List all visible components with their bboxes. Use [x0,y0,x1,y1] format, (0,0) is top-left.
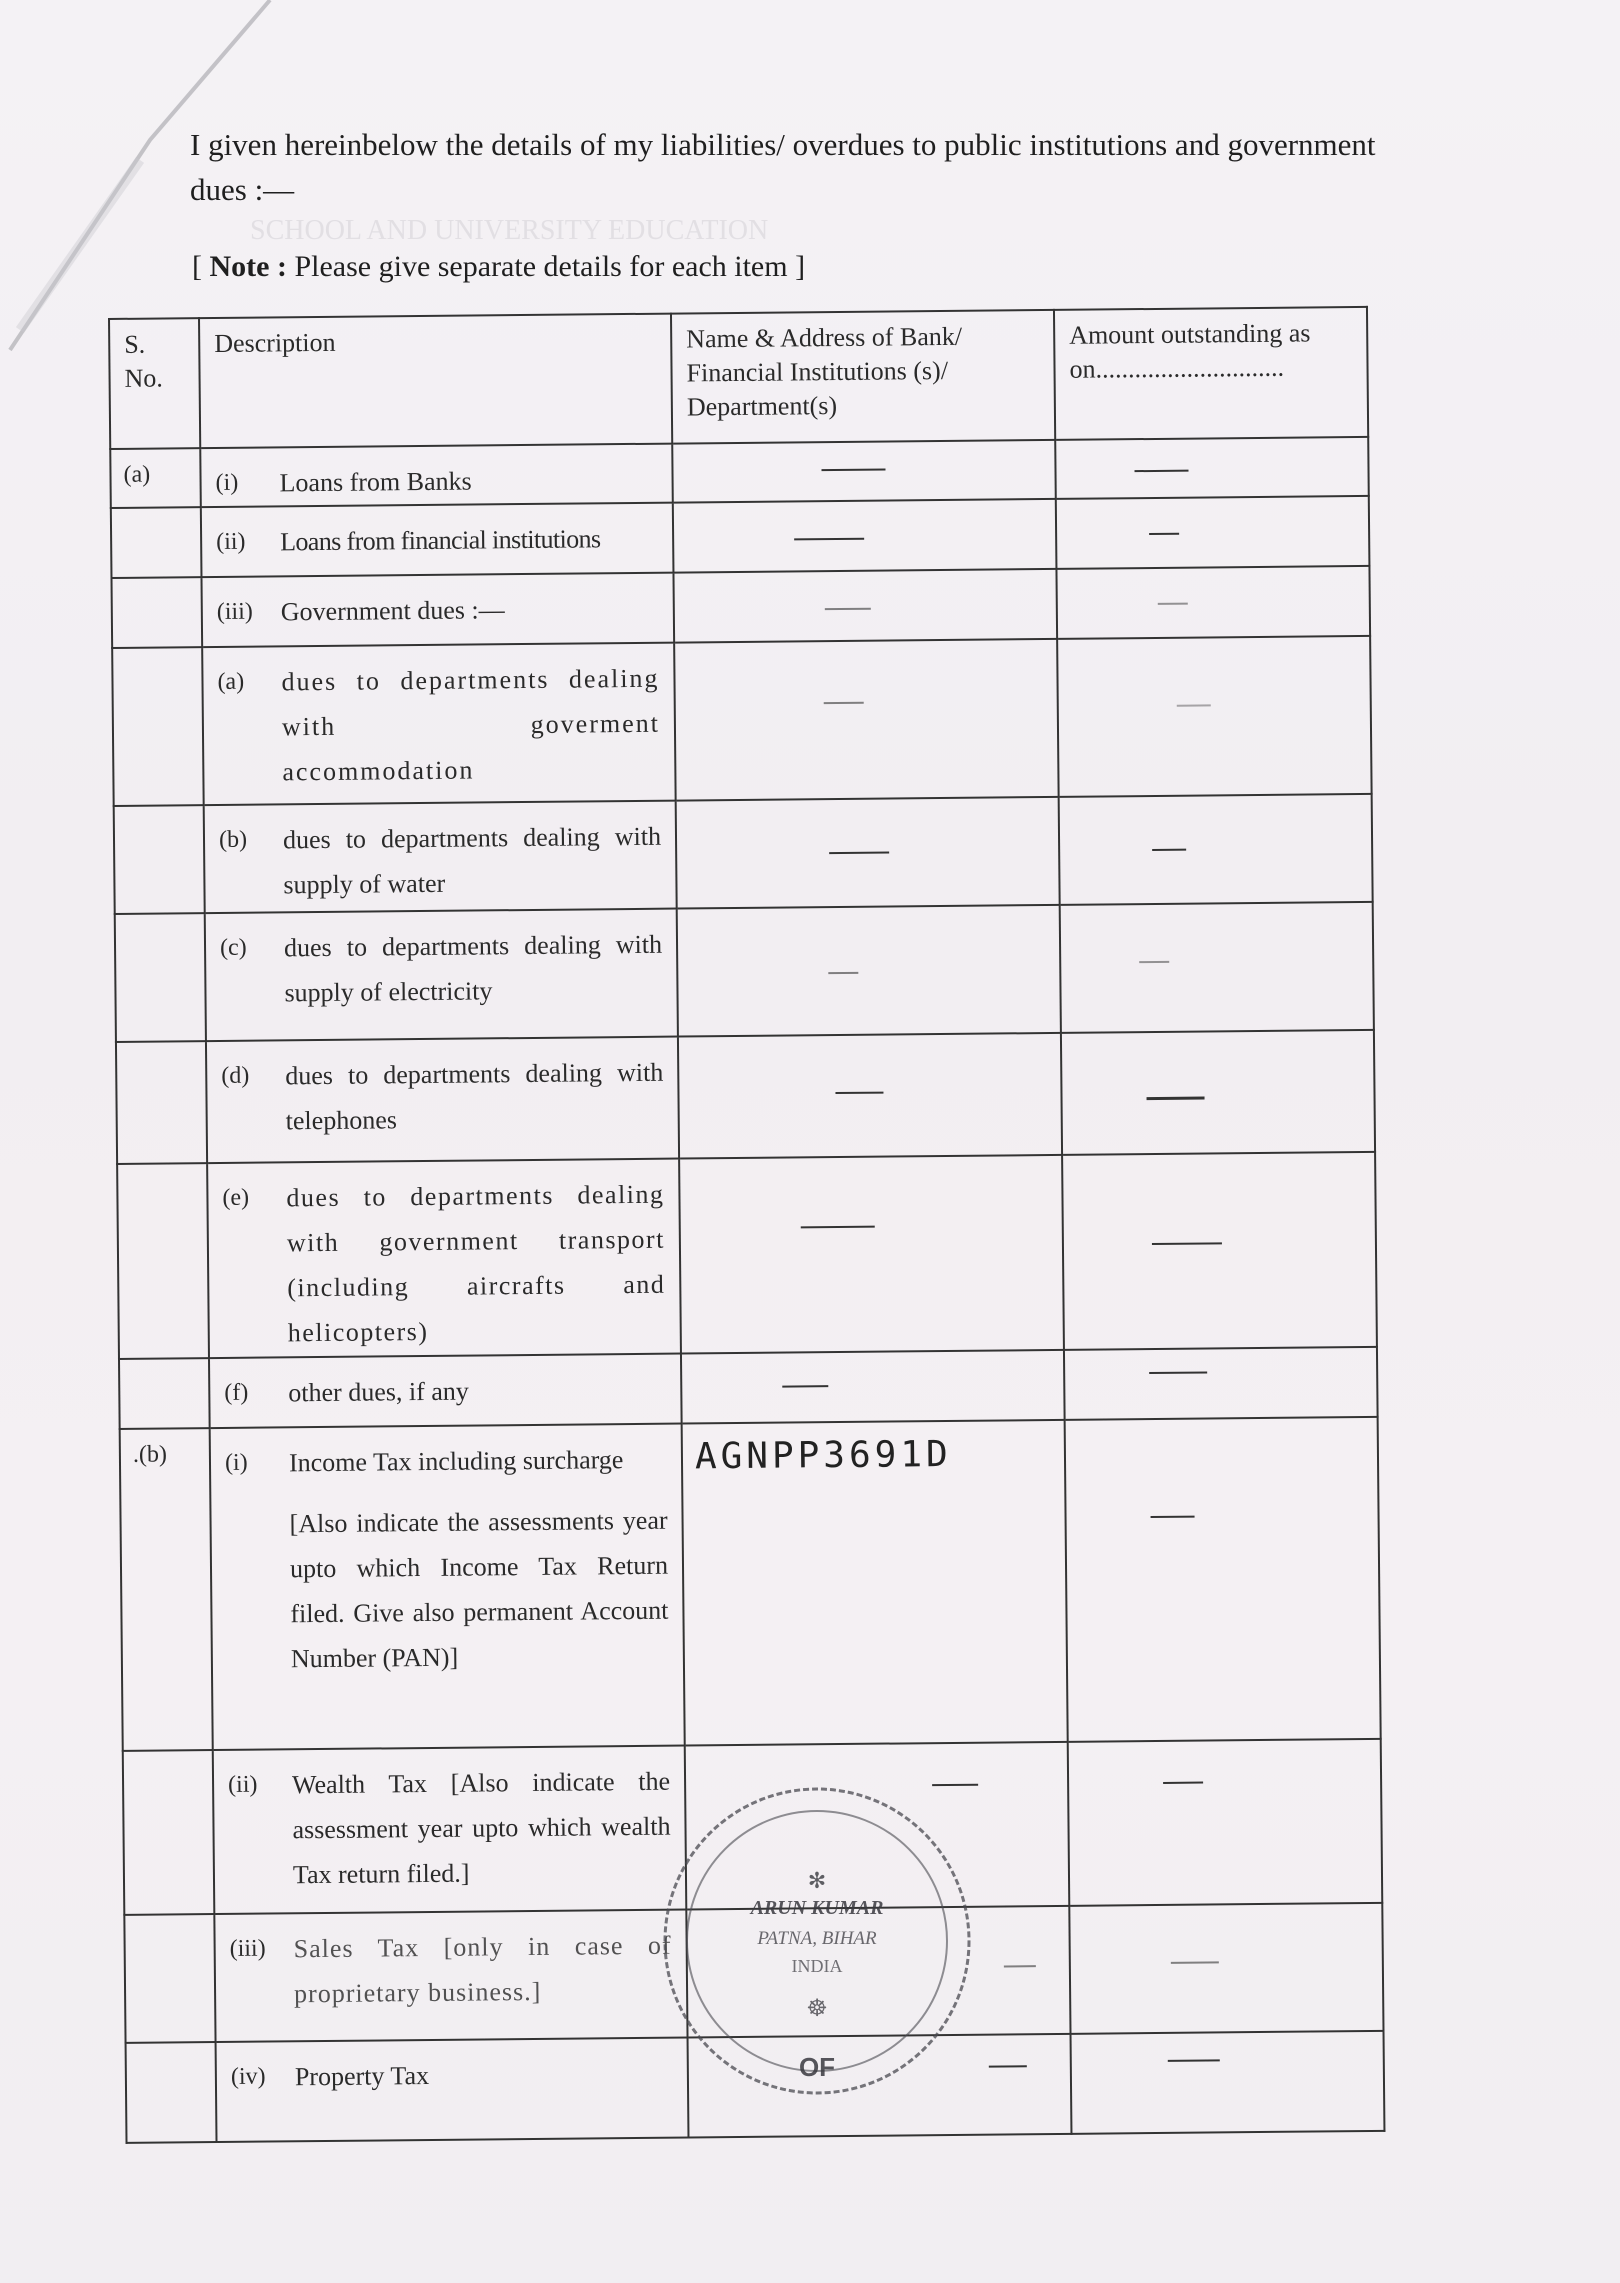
row-desc: dues to departments dealing with government transport (including aircrafts and helicopters) [286,1180,666,1348]
table-row [114,794,1373,914]
row-desc: Loans from financial institutions [280,524,601,557]
row-num: (iii) [229,1935,266,1962]
nil-dash [825,608,871,610]
nil-dash [1139,961,1169,963]
nil-dash [989,2065,1027,2067]
row-sno [124,1751,212,1764]
nil-dash [1158,603,1188,605]
nil-dash [801,1226,875,1229]
svg-text:☸: ☸ [806,1994,828,2022]
stamp-line-2: PATNA, BIHAR [757,1928,877,1949]
row-num: (ii) [227,1771,258,1798]
row-num: (iii) [216,598,253,626]
table-row [120,1416,1381,1750]
header-sno: S. No. [109,318,200,449]
nil-dash [1152,1243,1222,1246]
note-label: Note : [209,250,287,283]
row-desc: dues to departments dealing with telephones [285,1058,664,1136]
nil-dash [1152,849,1186,851]
table-row [117,1152,1377,1358]
row-sno: .(b) [132,1441,168,1468]
nil-dash [794,538,864,541]
pan-number-handwritten: AGNPP3691D [694,1433,952,1477]
row-sno [116,914,204,927]
table-row [116,1030,1375,1164]
row-desc: Sales Tax [only in case of proprietary business.] [293,1930,672,2009]
row-num: (a) [217,668,245,696]
row-desc: Government dues :— [280,595,505,627]
row-num: (i) [215,469,239,497]
nil-dash [1177,705,1211,707]
note-line: [ Note : Please give separate details for each item ] [192,250,806,283]
note-text: Please give separate details for each item [294,250,788,283]
row-sno [120,1359,208,1372]
row-num: (ii) [216,528,246,556]
row-sno [113,648,201,661]
row-desc: Loans from Banks [279,466,472,498]
row-num: (d) [221,1063,250,1090]
svg-text:✻: ✻ [807,1869,827,1894]
row-desc: Income Tax including surcharge [288,1444,624,1477]
row-desc: dues to departments dealing with supply of electricity [283,929,663,1008]
nil-dash [1149,1371,1207,1374]
row-num: (c) [219,934,247,962]
table-header-row [109,307,1368,449]
nil-dash [1004,1965,1036,1967]
row-desc: Property Tax [294,2060,430,2092]
row-sno [125,1915,213,1928]
nil-dash [821,469,885,472]
row-sno [113,578,201,591]
row-sno [127,2043,215,2056]
nil-dash [1163,1781,1203,1783]
row-desc: Wealth Tax [Also indicate the assessment year upto which wealth Tax return filed.] [291,1766,671,1889]
row-desc-note: [Also indicate the assessments year upto which Income Tax Return filed. Give also permanent Account Number (PAN)] [289,1505,669,1673]
table-row [112,636,1371,806]
row-num: (e) [222,1185,250,1212]
official-seal-stamp [652,1776,982,2106]
row-num: (b) [218,826,248,854]
table-row [111,566,1370,648]
intro-paragraph: I given hereinbelow the details of my liabilities/ overdues to public institutions and government dues :— [190,127,1376,207]
header-bank: Name & Address of Bank/ Financial Institutions (s)/ Department(s) [671,310,1055,444]
nil-dash [835,1092,883,1094]
row-sno [115,806,203,819]
nil-dash [1151,1515,1195,1517]
nil-dash [1147,1097,1205,1101]
table-row [115,902,1374,1042]
nil-dash [829,852,889,855]
row-sno: (a) [123,461,151,488]
nil-dash [1135,470,1189,473]
header-amount: Amount outstanding as on............................. [1054,307,1368,440]
row-desc: other dues, if any [288,1376,469,1407]
header-description: Description [199,314,672,449]
row-num: (i) [224,1449,248,1476]
nil-dash [828,972,858,974]
row-sno [112,508,200,521]
stamp-bottom: OF [798,2052,836,2082]
row-num: (iv) [230,2063,266,2090]
row-sno [118,1165,206,1178]
row-desc: dues to departments dealing with supply of water [282,821,662,900]
stamp-line-3: INDIA [791,1956,843,1976]
nil-dash [1149,533,1179,535]
table-row [111,496,1370,578]
nil-dash [1171,1961,1219,1963]
row-sno [117,1042,205,1055]
table-row [119,1346,1378,1428]
nil-dash [1168,2059,1220,2061]
row-desc: dues to departments dealing with goverment accommodation [281,663,661,787]
nil-dash [782,1385,828,1387]
stamp-line-1: ARUN KUMAR [750,1897,884,1919]
nil-dash [824,702,864,704]
row-num: (f) [224,1379,249,1406]
